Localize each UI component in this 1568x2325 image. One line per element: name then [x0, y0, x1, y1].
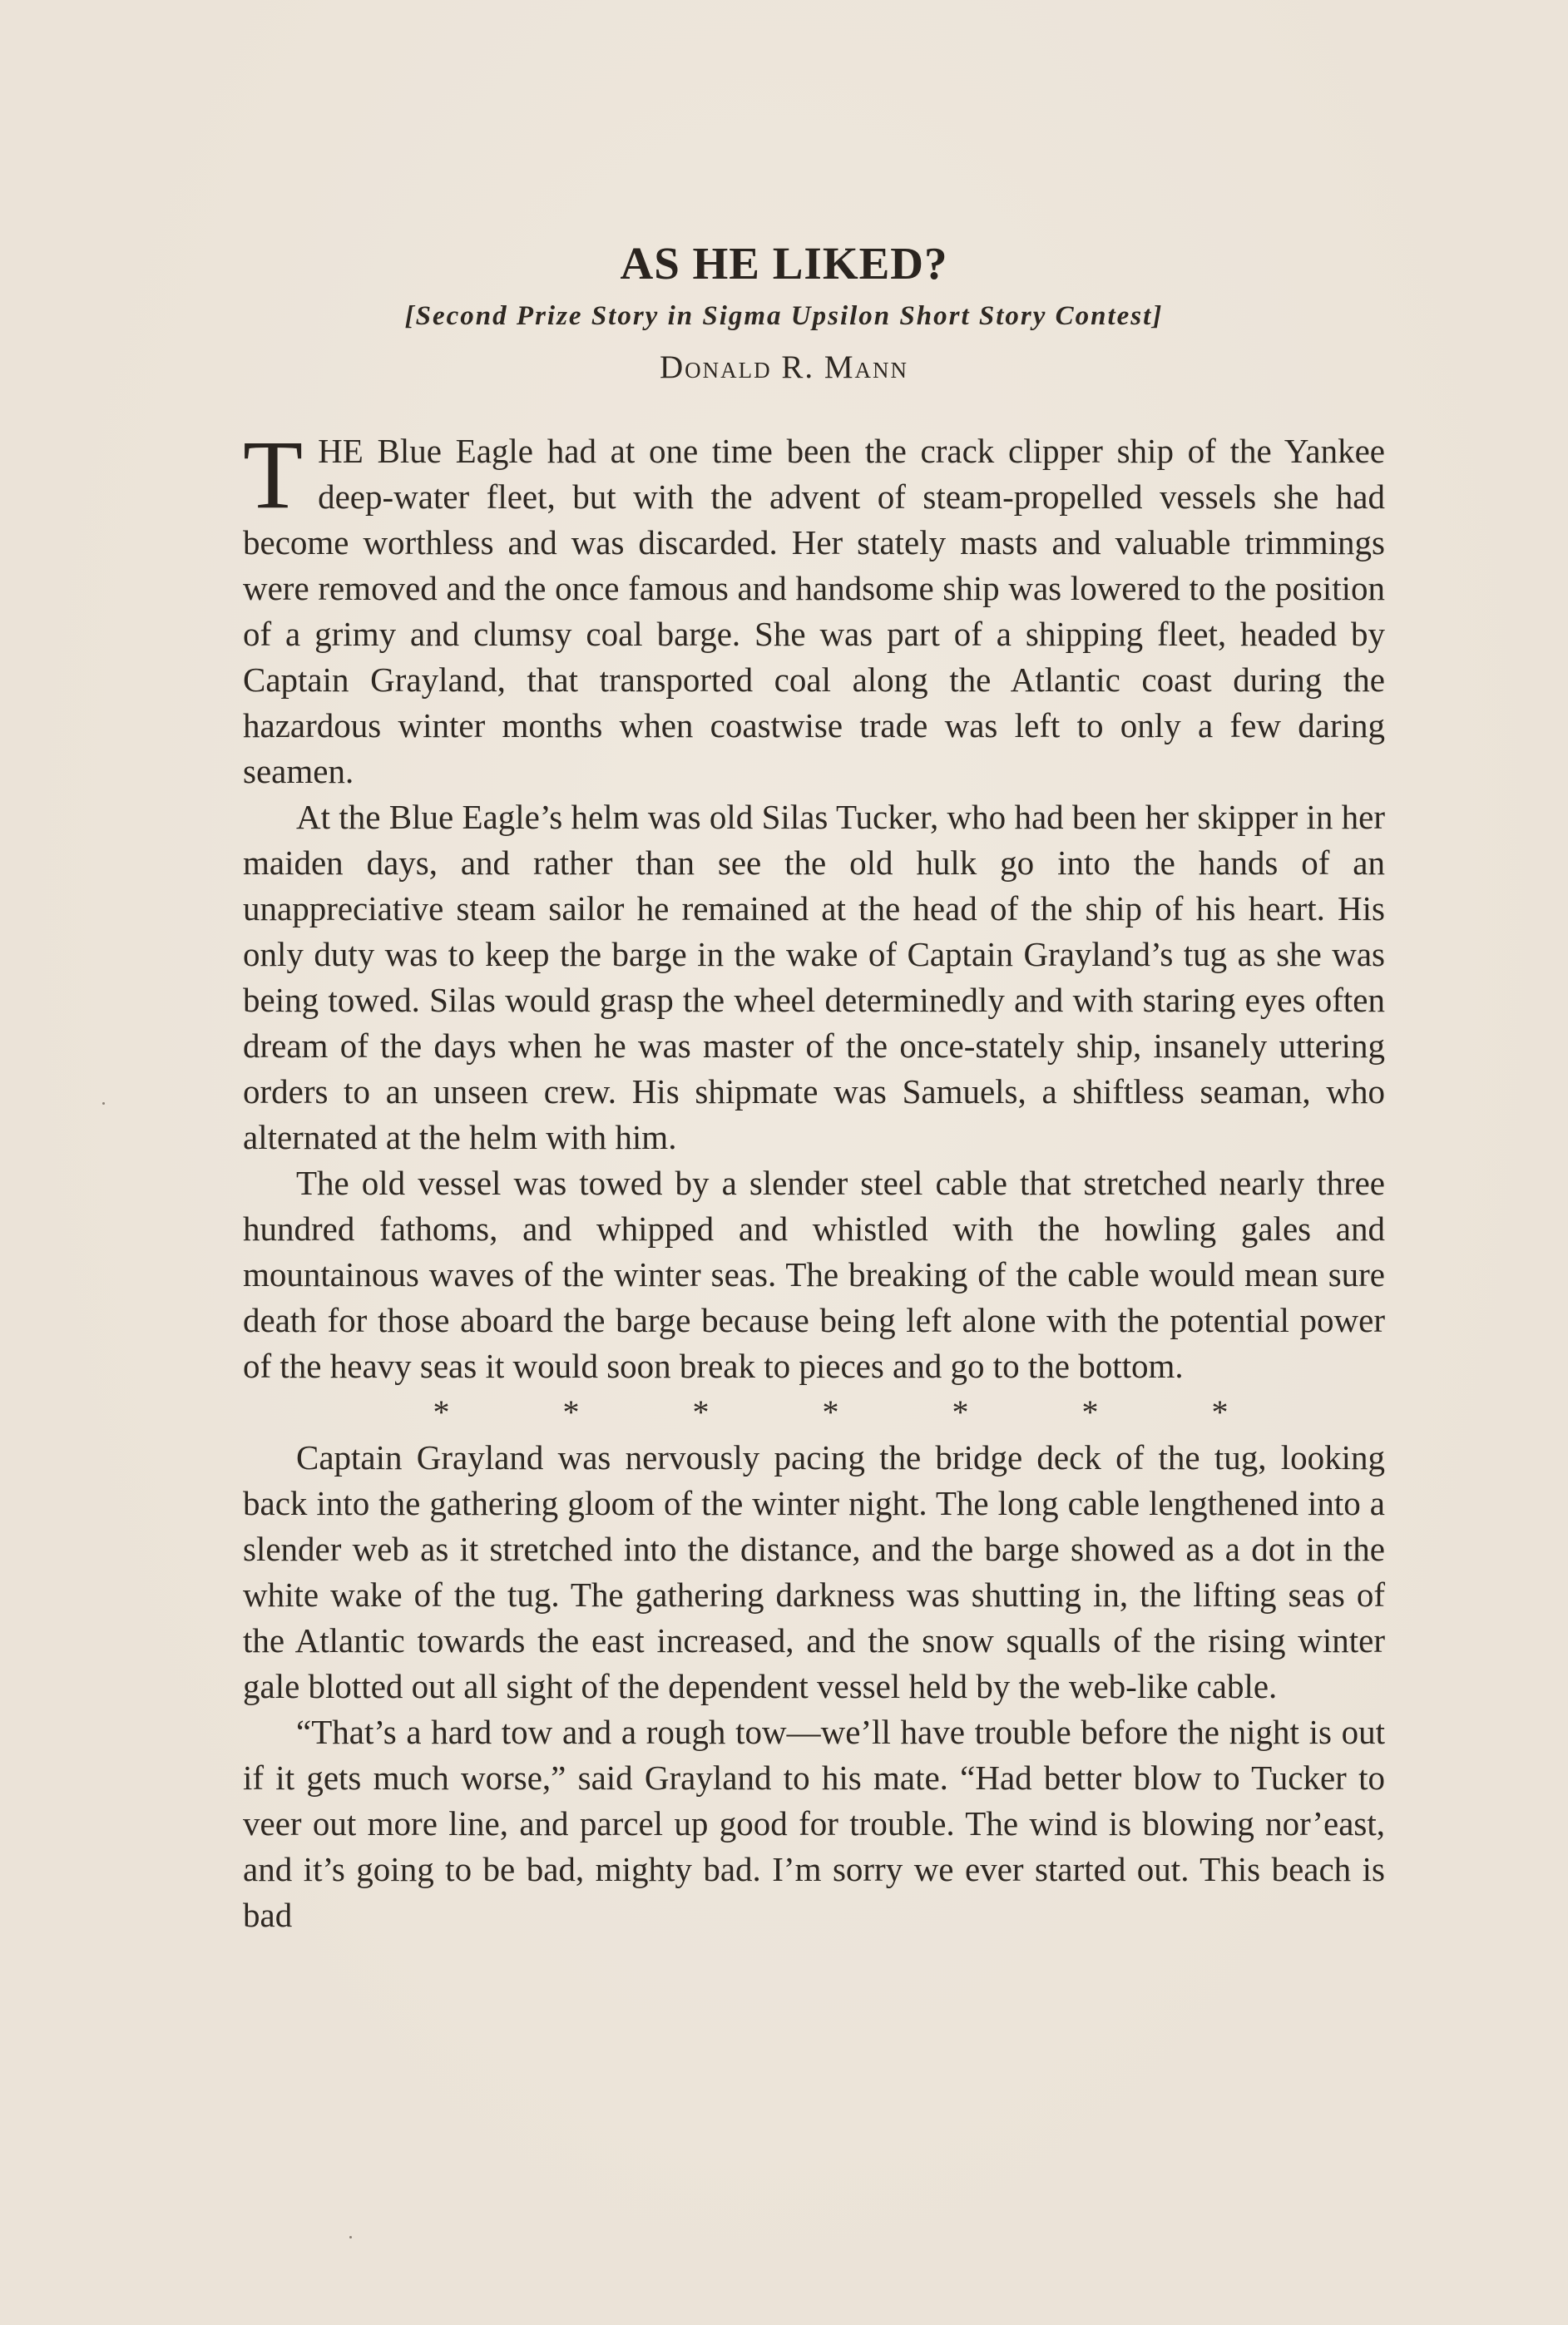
paper-speck — [349, 2236, 352, 2238]
drop-cap: T — [243, 420, 304, 529]
paragraph-1-text: HE Blue Eagle had at one time been the crack clipper ship of the Yankee deep-water fleet, but with the advent of steam-propelled vessels she had become worthless and was discarded. Her stately masts and valuable trimmings were removed and the once famous and handsome ship was lowered to the position of a grimy and clumsy coal barge. She was part of a shipping fleet, headed by Captain Grayland, that transported coal along the Atlantic coast during the hazardous winter months when coastwise trade was left to only a few daring seamen. — [243, 432, 1385, 790]
section-break-mark: * — [822, 1393, 839, 1431]
paper-speck — [102, 1102, 105, 1105]
paragraph-1 — [243, 420, 1385, 794]
paragraph-3: The old vessel was towed by a slender steel cable that stretched nearly three hundred fathoms, and whipped and whistled with the howling gales and mountainous waves of the winter seas. The breaking of the cable would mean sure death for those aboard the barge because being left alone with the potential power of the heavy seas it would soon break to pieces and go to the bottom. — [243, 1164, 1385, 1385]
paragraph-2: At the Blue Eagle’s helm was old Silas Tucker, who had been her skipper in her maiden days, and rather than see the old hulk go into the hands of an unappreciative steam sailor he remained at the head of the ship of his heart. His only duty was to keep the barge in the wake of Captain Grayland’s tug as she was being towed. Silas would grasp the wheel determinedly and with staring eyes often dream of the days when he was master of the once-stately ship, insanely uttering orders to an unseen crew. His shipmate was Samuels, a shiftless seaman, who alternated at the helm with him. — [243, 798, 1385, 1156]
section-break-mark: * — [562, 1393, 580, 1431]
section-break — [243, 1389, 1385, 1435]
section-break-mark: * — [952, 1393, 969, 1431]
paragraph-4: Captain Grayland was nervously pacing the bridge deck of the tug, looking back into the gathering gloom of the winter night. The long cable lengthened into a slender web as it stretched into the distance, and the barge showed as a dot in the white wake of the tug. The gathering darkness was shutting in, the lifting seas of the Atlantic towards the east increased, and the snow squalls of the rising winter gale blotted out all sight of the dependent vessel held by the web-like cable. — [243, 1438, 1385, 1705]
story-author: Donald R. Mann — [659, 349, 909, 385]
section-break-mark: * — [433, 1393, 450, 1431]
story-body — [243, 420, 1385, 1938]
section-break-mark: * — [692, 1393, 710, 1431]
section-break-mark: * — [1211, 1393, 1229, 1431]
section-break-mark: * — [1081, 1393, 1099, 1431]
story-subtitle: [Second Prize Story in Sigma Upsilon Short Story Contest] — [404, 301, 1164, 331]
paragraph-5: “That’s a hard tow and a rough tow—we’ll have trouble before the night is out if it gets much worse,” said Grayland to his mate. “Had better blow to Tucker to veer out more line, and parcel up good for trouble. The wind is blowing nor’east, and it’s going to be bad, mighty bad. I’m sorry we ever started out. This beach is bad — [243, 1713, 1385, 1934]
story-title: AS HE LIKED? — [620, 238, 948, 289]
